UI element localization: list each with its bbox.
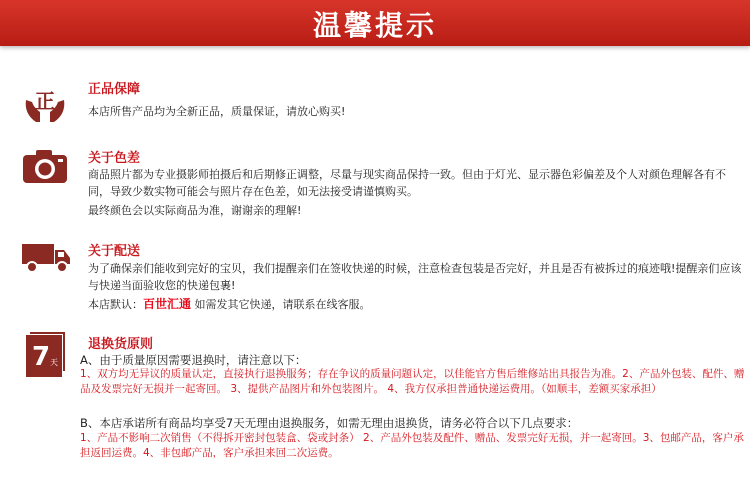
header-banner (0, 0, 750, 46)
section-title: 退换货原则 (88, 337, 154, 352)
seven-days-icon (24, 331, 68, 379)
seven-days-number: 7 (31, 342, 51, 372)
truck-icon (20, 240, 72, 274)
genuine-icon-char: 正 (35, 89, 55, 113)
return-rule-b-title: B、本店承诺所有商品均享受7天无理由退换服务，如需无理由退换货，请务必符合以下几点要求： (80, 416, 579, 430)
section-title: 关于色差 (88, 151, 141, 166)
section-title: 正品保障 (88, 82, 141, 97)
section-body: 为了确保亲们能收到完好的宝贝，我们提醒亲们在签收快递的时候，注意检查包装是否完好，并且是否有被拆过的痕迹哦!提醒亲们应该与快递当面验收您的快递包裹! (88, 262, 742, 292)
section-body: 商品照片都为专业摄影师拍摄后和后期修正调整，尽量与现实商品保持一致。但由于灯光、显示器色彩偏差及个人对颜色理解各有不同，导致少数实物可能会与照片存在色差，如无法接受请谨慎购买。 (88, 168, 726, 198)
default-courier-prefix: 本店默认： (88, 298, 143, 311)
default-courier-line (88, 296, 743, 313)
banner-title: 温馨提示 (312, 9, 437, 42)
default-courier-brand: 百世汇通 (143, 297, 192, 311)
seven-days-unit: 天 (50, 358, 58, 367)
camera-icon (20, 146, 70, 186)
section-body: 本店所售产品均为全新正品，质量保证，请放心购买! (88, 105, 346, 118)
return-rule-b-body: 1、产品不影响二次销售（不得拆开密封包装盒、袋或封条） 2、产品外包装及配件、赠品、发票完好无损，并一起寄回。3、包邮产品，客户承担返回运费。4、非包邮产品，客户承担来回二次运费。 (80, 432, 744, 459)
section-title: 关于配送 (88, 244, 141, 259)
section-body-note: 最终颜色会以实际商品为准，谢谢亲的理解! (88, 204, 302, 217)
return-rule-a-body: 1、双方均无异议的质量认定，直接执行退换服务；存在争议的质量问题认定，以佳能官方售后维修站出具报告为准。2、产品外包装、配件、赠品及发票完好无损并一起寄回。 3、提供产品图片和外包装图片。 4、我方仅承担普通快递运费用。（如顺丰，差额买家承担） (80, 368, 745, 395)
return-rule-a-title: A、由于质量原因需要退换时，请注意以下： (80, 353, 307, 367)
hands-genuine-icon (20, 78, 70, 128)
default-courier-suffix: 如需发其它快递，请联系在线客服。 (191, 298, 371, 311)
